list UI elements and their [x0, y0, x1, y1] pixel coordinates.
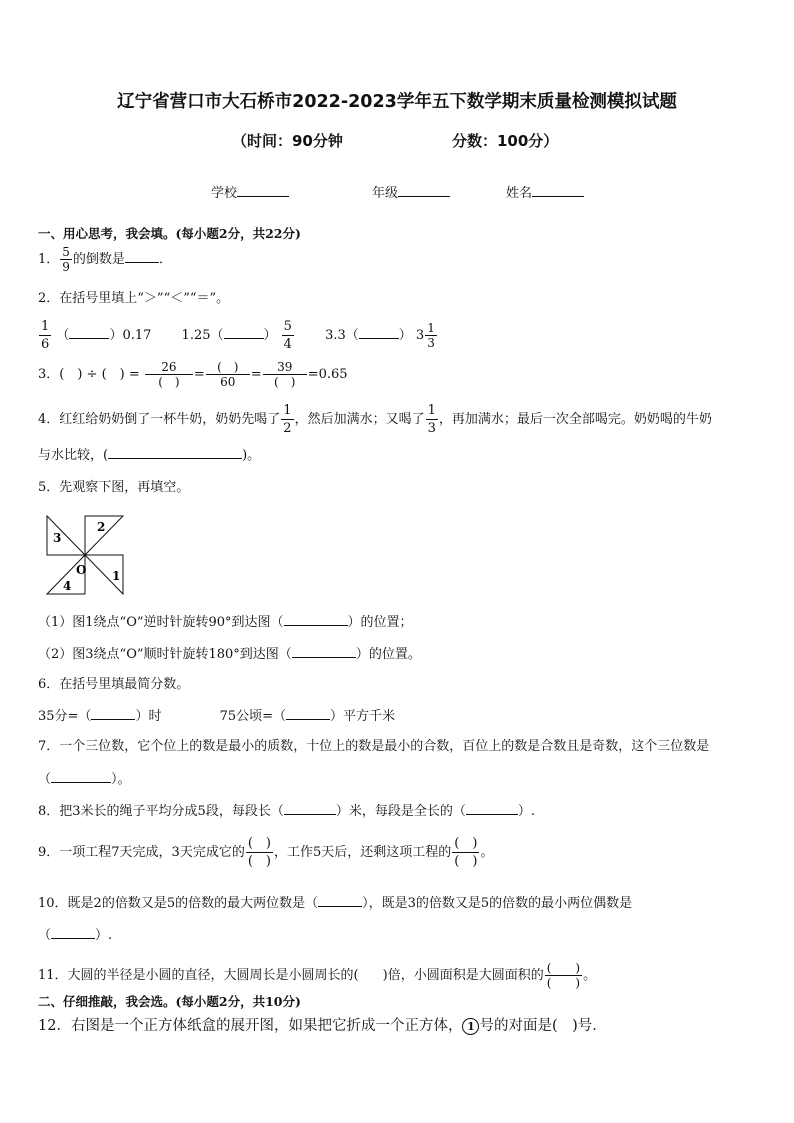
q5-s2-end: ）的位置。 — [355, 647, 421, 662]
q8-text-b: ）米，每段是全长的（ — [335, 804, 466, 819]
q5-s1-end: ）的位置； — [347, 615, 413, 630]
page-title: 辽宁省营口市大石桥市2022-2023学年五下数学期末质量检测模拟试题 — [117, 92, 677, 112]
question-3 — [38, 360, 348, 389]
q6-items — [38, 707, 395, 726]
q7-paren: （ — [38, 772, 52, 787]
q3-fraction-2[interactable]: $\frac{( )}{60}$ — [206, 360, 250, 389]
q3-fraction-3[interactable]: $\frac{39}{( )}$ — [263, 360, 307, 389]
q9-fraction-1[interactable]: $\frac{( )}{( )}$ — [247, 836, 271, 869]
q1-fraction: $\frac{5}{9}$ — [62, 245, 70, 274]
q2c-blank[interactable] — [359, 326, 399, 339]
q12-text-a: 12．右图是一个正方体纸盒的展开图，如果把它折成一个正方体， — [38, 1018, 463, 1034]
q12-text-b: 号的对面是( )号． — [479, 1018, 607, 1034]
q2a-fraction: $\frac{1}{6}$ — [41, 319, 50, 352]
name-label: 姓名 — [506, 186, 533, 201]
school-label: 学校 — [211, 186, 238, 201]
q4-fraction-1: $\frac{1}{2}$ — [283, 403, 292, 436]
q8-text-a: 8．把3米长的绳子平均分成5段，每段长（ — [38, 804, 284, 819]
q2b-fraction: $\frac{5}{4}$ — [283, 319, 292, 352]
q2c-paren-close: ） — [398, 328, 412, 343]
q11-fraction[interactable]: $\frac{( )}{( )}$ — [546, 961, 581, 990]
q2-items — [38, 318, 438, 353]
q5-subquestion-1 — [38, 613, 413, 632]
q4-line2-end: )。 — [242, 448, 261, 463]
q5-s1-blank[interactable] — [284, 613, 348, 626]
question-12 — [38, 1016, 607, 1036]
school-field[interactable] — [211, 182, 289, 201]
name-blank[interactable] — [532, 184, 584, 197]
q2c-whole: 3 — [415, 328, 425, 343]
q4-fraction-2: $\frac{1}{3}$ — [427, 403, 436, 436]
q1-blank[interactable] — [125, 250, 159, 263]
q10-blank-1[interactable] — [318, 894, 362, 907]
q4-text-a: 4．红红给奶奶倒了一杯牛奶，奶奶先喝了 — [38, 412, 281, 427]
question-2: 2．在括号里填上“＞”“＜”“＝”。 — [38, 291, 230, 306]
q11-text-b: )倍，小圆面积是大圆面积的 — [382, 968, 544, 983]
q10-paren: （ — [38, 928, 52, 943]
q6b-blank[interactable] — [286, 707, 330, 720]
q9-text-a: 9．一项工程7天完成，3天完成它的 — [38, 845, 245, 860]
q7-end: ）。 — [111, 772, 131, 787]
q5-subquestion-2 — [38, 645, 421, 664]
q10-blank-2[interactable] — [51, 926, 95, 939]
q2c-value: 3.3（ — [325, 328, 359, 343]
section-1-heading: 一、用心思考，我会填。(每小题2分，共22分) — [38, 226, 301, 241]
grade-field[interactable] — [372, 182, 450, 201]
q8-blank-2[interactable] — [466, 802, 518, 815]
exam-score: 分数：100分） — [452, 132, 559, 150]
question-1 — [38, 245, 172, 274]
name-field[interactable] — [506, 182, 584, 201]
question-9 — [38, 835, 493, 870]
q2a-paren-close: ） — [109, 328, 123, 343]
label-4: 4 — [63, 579, 72, 593]
question-7: 7．一个三位数，它个位上的数是最小的质数，十位上的数是最小的合数，百位上的数是合数且是奇数，这个三位数是 — [38, 739, 710, 754]
q10-text-b: ），既是3的倍数又是5的倍数的最小两位偶数是 — [362, 896, 633, 911]
q1-text: 的倒数是 — [72, 252, 125, 267]
question-8 — [38, 802, 535, 821]
q2b-value: 1.25（ — [181, 328, 224, 343]
q5-s2-blank[interactable] — [292, 645, 356, 658]
q7-blank[interactable] — [51, 770, 111, 783]
label-3: 3 — [53, 531, 62, 545]
q2c-fraction: $\frac{1}{3}$ — [427, 321, 435, 350]
grade-blank[interactable] — [398, 184, 450, 197]
q10-text-a: 10．既是2的倍数又是5的倍数的最大两位数是（ — [38, 896, 319, 911]
grade-label: 年级 — [372, 186, 399, 201]
q3-eq1: = — [193, 367, 205, 382]
question-10 — [38, 894, 632, 913]
rotation-figure — [45, 514, 125, 596]
q6b-text: 75公顷=（ — [219, 709, 287, 724]
label-o: O — [76, 563, 87, 577]
q2b-paren-close: ） — [263, 328, 277, 343]
q6b-unit: ）平方千米 — [330, 709, 396, 724]
school-blank[interactable] — [237, 184, 289, 197]
q9-fraction-2[interactable]: $\frac{( )}{( )}$ — [454, 836, 478, 869]
label-1: 1 — [112, 569, 121, 583]
q3-lead: 3．( ) ÷ ( ) = — [38, 367, 140, 382]
question-4-line2 — [38, 446, 260, 465]
q3-tail: =0.65 — [307, 367, 348, 382]
q5-s1-text: （1）图1绕点“O”逆时针旋转90°到达图（ — [38, 615, 284, 630]
label-2: 2 — [97, 520, 106, 534]
q1-number: 1． — [38, 252, 60, 267]
q4-line2-text: 与水比较，( — [38, 448, 109, 463]
q4-text-c: ，再加满水；最后一次全部喝完。奶奶喝的牛奶 — [438, 412, 712, 427]
question-6: 6．在括号里填最简分数。 — [38, 677, 190, 692]
question-10-line2 — [38, 926, 112, 945]
q3-fraction-1[interactable]: $\frac{26}{( )}$ — [145, 360, 193, 389]
circled-number-icon: 1 — [462, 1018, 479, 1035]
q9-text-b: ，工作5天后，还剩这项工程的 — [273, 845, 452, 860]
section-2-heading: 二、仔细推敲，我会选。(每小题2分，共10分) — [38, 994, 301, 1009]
pinwheel-diagram — [45, 514, 125, 596]
q11-text-c: 。 — [583, 968, 597, 983]
q6a-unit: ）时 — [135, 709, 162, 724]
q6a-text: 35分=（ — [38, 709, 92, 724]
question-4 — [38, 402, 712, 437]
q2a-blank[interactable] — [69, 326, 109, 339]
question-5: 5．先观察下图，再填空。 — [38, 480, 190, 495]
q11-text-a: 11．大圆的半径是小圆的直径，大圆周长是小圆周长的( — [38, 968, 359, 983]
q3-eq2: = — [250, 367, 262, 382]
q8-text-c: ）. — [517, 804, 535, 819]
q9-text-c: 。 — [480, 845, 494, 860]
q4-blank[interactable] — [108, 446, 242, 459]
q2a-paren: （ — [56, 328, 70, 343]
question-11 — [38, 961, 596, 990]
q2b-blank[interactable] — [224, 326, 264, 339]
q2a-value: 0.17 — [122, 328, 152, 343]
q6a-blank[interactable] — [91, 707, 135, 720]
q8-blank-1[interactable] — [284, 802, 336, 815]
q10-end: ）. — [95, 928, 113, 943]
exam-time: （时间：90分钟 — [232, 132, 343, 150]
q1-end: ． — [158, 252, 172, 267]
q5-s2-text: （2）图3绕点“O”顺时针旋转180°到达图（ — [38, 647, 292, 662]
q4-text-b: ，然后加满水；又喝了 — [294, 412, 425, 427]
question-7-line2 — [38, 770, 131, 789]
